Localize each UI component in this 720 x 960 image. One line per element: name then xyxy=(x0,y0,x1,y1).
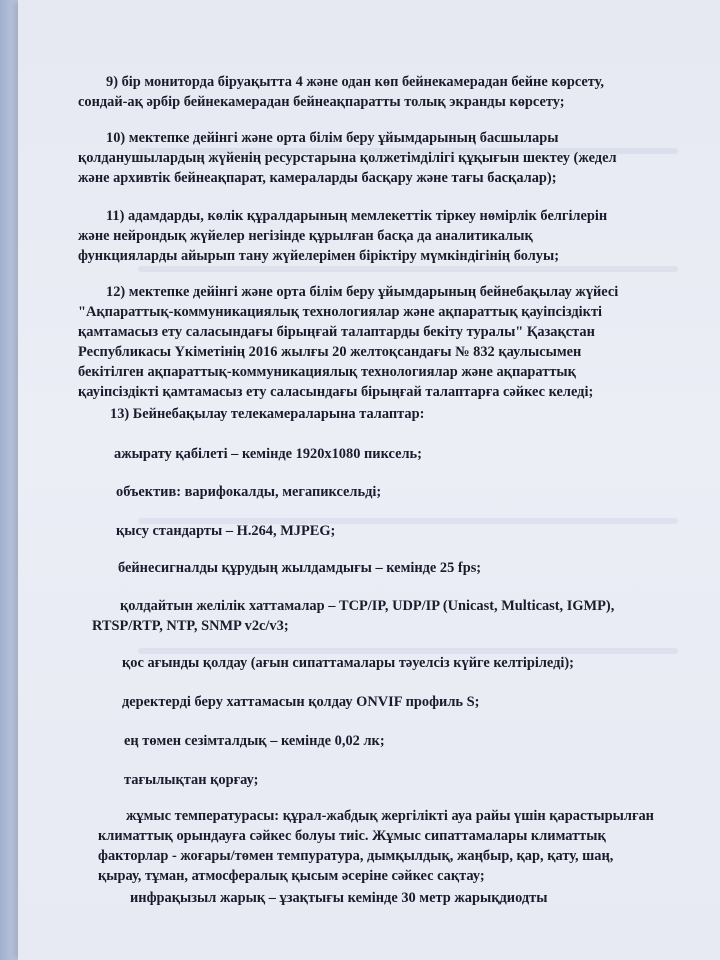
req-infrared xyxy=(130,888,547,908)
req-protocols-line: RTSP/RTP, NTP, SNMP v2c/v3; xyxy=(92,618,289,634)
item-12-line: Республикасы Үкіметінің 2016 жылғы 20 желтоқсандағы № 832 қаулысымен xyxy=(78,344,582,360)
req-framerate xyxy=(118,558,481,578)
item-13-heading xyxy=(110,404,424,424)
req-sensitivity-line: ең төмен сезімталдық – кемінде 0,02 лк; xyxy=(124,733,385,749)
item-11-line: және нейрондық жүйелер негізінде құрылған басқа да аналитикалық xyxy=(78,228,533,244)
item-9 xyxy=(78,72,604,112)
bleed-through xyxy=(138,266,678,272)
item-13-heading-line: 13) Бейнебақылау телекамераларына талаптар: xyxy=(110,406,425,422)
req-onvif-line: деректерді беру хаттамасын қолдау ONVIF профиль S; xyxy=(122,694,480,710)
item-10-line: 10) мектепке дейінгі және орта білім беру ұйымдарының басшылары xyxy=(106,130,559,146)
req-compression xyxy=(116,521,335,541)
item-9-line: сондай-ақ әрбір бейнекамерадан бейнеақпаратты толық экранды көрсету; xyxy=(78,94,565,110)
req-vandal xyxy=(124,770,258,790)
item-11 xyxy=(78,206,608,266)
req-temperature-line: қырау, тұман, атмосфералық қысым әсеріне сәйкес сақтау; xyxy=(98,868,485,884)
req-resolution-line: ажырату қабілеті – кемінде 1920x1080 пиксель; xyxy=(114,446,422,462)
item-10-line: қолданушылардың жүйенің ресурстарына қолжетімділігі құқығын шектеу (жедел xyxy=(78,150,617,166)
req-resolution xyxy=(114,444,422,464)
req-protocols-line: қолдайтын желілік хаттамалар – TCP/IP, UDP/IP (Unicast, Multicast, IGMP), xyxy=(120,598,615,614)
item-11-line: 11) адамдарды, көлік құралдарының мемлекеттік тіркеу нөмірлік белгілерін xyxy=(106,208,608,224)
req-lens xyxy=(116,482,381,502)
item-12-line: қауіпсіздікті қамтамасыз ету саласындағы бірыңғай талаптарға сәйкес келеді; xyxy=(78,384,594,400)
item-12-line: бекітілген ақпараттық-коммуникациялық технологиялар және ақпараттық xyxy=(78,364,576,380)
req-temperature-line: факторлар - жоғары/төмен темпуратура, дымқылдық, жаңбыр, қар, қату, шаң, xyxy=(98,848,614,864)
req-temperature-line: жұмыс температурасы: құрал-жабдық жергілікті ауа райы үшін қарастырылған xyxy=(126,808,654,824)
item-12-line: қамтамасыз ету саласындағы бірыңғай талаптарды бекіту туралы" Қазақстан xyxy=(78,324,595,340)
req-compression-line: қысу стандарты – H.264, MJPEG; xyxy=(116,523,336,539)
req-protocols xyxy=(92,596,615,636)
item-12-line: "Ақпараттық-коммуникациялық технологиялар және ақпараттық қауіпсіздікті xyxy=(78,304,603,320)
item-10-line: және архивтік бейнеақпарат, камераларды басқару және тағы басқалар); xyxy=(78,170,557,186)
item-9-line: 9) бір мониторда біруақытта 4 және одан көп бейнекамерадан бейне көрсету, xyxy=(106,74,604,90)
req-temperature-line: климаттық орындауға сәйкес болуы тиіс. Жұмыс сипаттамалары климаттық xyxy=(98,828,606,844)
req-vandal-line: тағылықтан қорғау; xyxy=(124,772,259,788)
item-12 xyxy=(78,282,619,402)
item-11-line: функцияларды айырып тану жүйелерімен біріктіру мүмкіндігінің болуы; xyxy=(78,248,560,264)
req-sensitivity xyxy=(124,731,385,751)
req-temperature xyxy=(98,806,654,886)
item-10 xyxy=(78,128,617,188)
req-framerate-line: бейнесигналды құрудың жылдамдығы – кемінде 25 fps; xyxy=(118,560,482,576)
req-onvif xyxy=(122,692,479,712)
item-12-line: 12) мектепке дейінгі және орта білім беру ұйымдарының бейнебақылау жүйесі xyxy=(106,284,619,300)
req-lens-line: объектив: варифокалды, мегапиксельді; xyxy=(116,484,382,500)
req-dual-stream xyxy=(122,653,574,673)
req-dual-stream-line: қос ағынды қолдау (ағын сипаттамалары тәуелсіз күйге келтіріледі); xyxy=(122,655,574,671)
req-infrared-line: инфрақызыл жарық – ұзақтығы кемінде 30 метр жарықдиодты xyxy=(130,890,548,906)
